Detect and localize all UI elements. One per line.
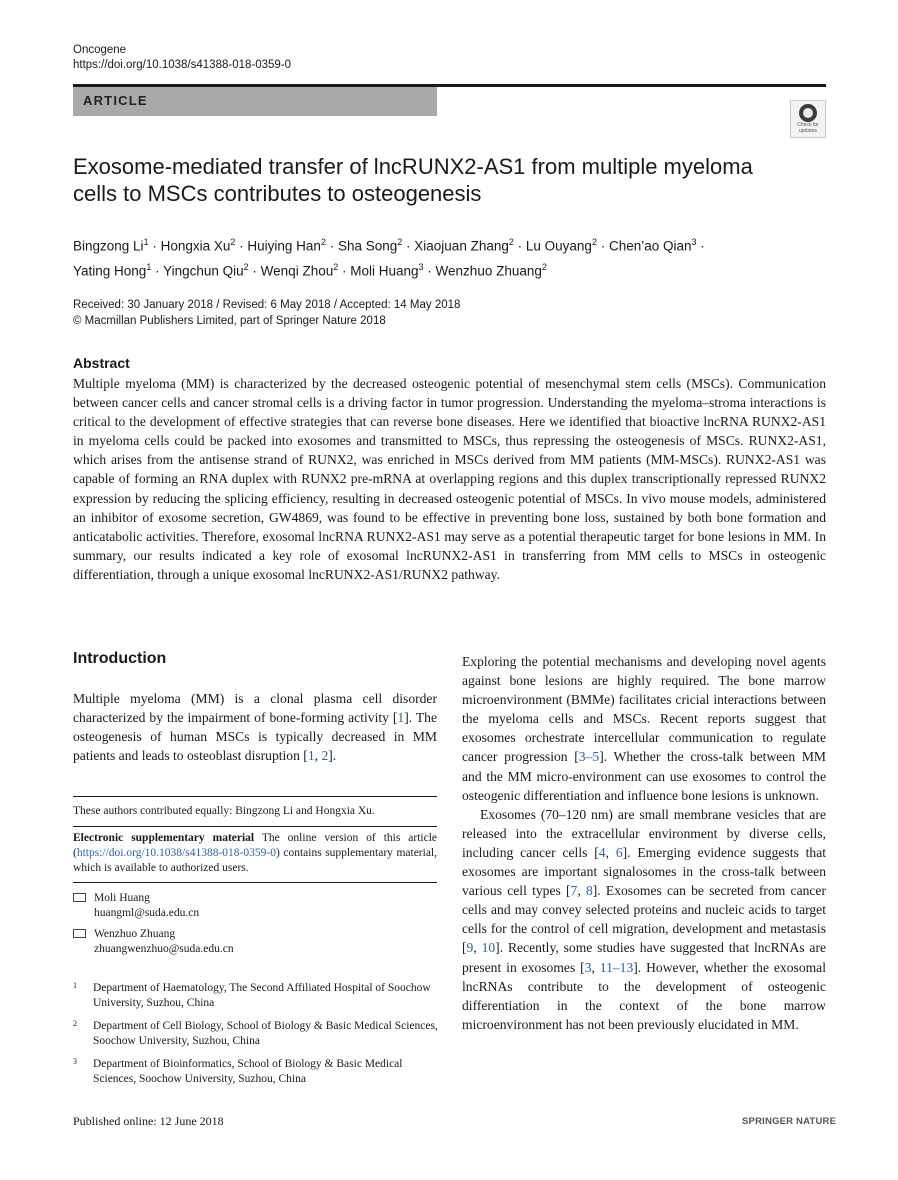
author-affiliation-mark: 2 — [397, 237, 403, 247]
publisher-logo: SPRINGER NATURE — [742, 1116, 837, 1127]
author-list — [73, 232, 833, 281]
author-affiliation-mark: 2 — [320, 237, 326, 247]
intro-paragraph: Multiple myeloma (MM) is a clonal plasma cell disorder characterized by the impairment of bone-forming activity [1]. The osteogenesis of human MSCs is typically decreased in MM patients and leads to osteoblast disruption [1, 2]. — [73, 691, 437, 764]
author-separator: · — [696, 238, 705, 254]
author-separator: · — [151, 263, 164, 278]
author-affiliation-mark: 2 — [243, 261, 249, 272]
check-for-updates-badge[interactable] — [790, 100, 826, 138]
author-name[interactable]: Yingchun Qiu — [163, 263, 244, 278]
author-name[interactable]: Hongxia Xu — [160, 238, 231, 254]
abstract-heading: Abstract — [73, 355, 130, 371]
citation-link[interactable]: 6 — [615, 844, 623, 860]
intro-right-column — [462, 652, 826, 1034]
citation-link[interactable]: 1 — [307, 748, 315, 764]
author-separator: · — [513, 238, 526, 254]
author-name[interactable]: Moli Huang — [350, 263, 419, 278]
history-dates: Received: 30 January 2018 / Revised: 6 May 2018 / Accepted: 14 May 2018 — [73, 299, 461, 311]
author-name[interactable]: Chen’ao Qian — [608, 238, 692, 254]
published-date: Published online: 12 June 2018 — [73, 1114, 224, 1128]
esm-text-1: The online version of this article ( — [73, 832, 437, 859]
envelope-icon — [73, 893, 86, 902]
citation-link[interactable]: 3 — [584, 959, 592, 975]
citation-link[interactable]: 3–5 — [578, 749, 600, 765]
author-name[interactable]: Wenzhuo Zhuang — [435, 263, 542, 278]
author-name[interactable]: Huiying Han — [247, 238, 321, 254]
citation-link[interactable]: 11–13 — [599, 959, 634, 975]
contact-name: Moli Huang — [94, 892, 150, 904]
contact-email[interactable]: zhuangwenzhuo@suda.edu.cn — [94, 943, 234, 955]
footnote-rule — [73, 796, 437, 797]
citation-link[interactable]: 4 — [598, 844, 606, 860]
affiliation-text: Department of Haematology, The Second Affiliated Hospital of Soochow University, Suzhou, China — [93, 982, 431, 1009]
doi-link[interactable]: https://doi.org/10.1038/s41388-018-0359-0 — [73, 59, 292, 71]
footnote-rule — [73, 826, 437, 827]
journal-name: Oncogene — [73, 44, 127, 56]
author-affiliation-mark: 1 — [146, 261, 152, 272]
citation-link[interactable]: 9 — [466, 940, 474, 956]
esm-text-2: ) contains supplementary material, which is available to authorized users. — [73, 847, 437, 874]
author-separator: · — [596, 238, 609, 254]
author-name[interactable]: Bingzong Li — [73, 238, 144, 254]
author-separator: · — [402, 238, 415, 254]
author-affiliation-mark: 2 — [333, 261, 339, 272]
equal-contribution-note: These authors contributed equally: Bingzong Li and Hongxia Xu. — [73, 805, 375, 817]
author-affiliation-mark: 2 — [508, 237, 514, 247]
author-separator: · — [325, 238, 338, 254]
affiliation-number: 2 — [73, 1019, 77, 1028]
intro-paragraph: Exploring the potential mechanisms and developing novel agents against bone lesions are highly required. The bone marrow microenvironment (BMMe) facilitates cricial interactions between the myeloma cells and MSCs. Recent reports suggest that exosomes orchestrate intercellular communication to regulate cancer progression [3–5]. Whether the cross-talk between MM and the MM micro-environment can use exosomes to control the osteogenic differentiation and influence bone lesions is unknown. — [462, 654, 827, 803]
esm-label: Electronic supplementary material — [73, 832, 255, 844]
footnote-rule — [73, 882, 437, 883]
citation-link[interactable]: 7 — [570, 883, 578, 899]
article-type-label: ARTICLE — [83, 93, 148, 108]
author-name[interactable]: Xiaojuan Zhang — [414, 238, 509, 254]
affiliation-number: 3 — [73, 1057, 77, 1066]
author-separator: · — [148, 238, 161, 254]
copyright-line: © Macmillan Publishers Limited, part of Springer Nature 2018 — [73, 315, 386, 327]
article-dates — [73, 297, 460, 329]
abstract-text: Multiple myeloma (MM) is characterized by the decreased osteogenic potential of mesenchymal stem cells (MSCs). Communication between cancer cells and cancer stromal cells is a driving factor in tumor progression. Understanding the myeloma–stroma interactions is critical to the development of effective strategies that can reverse bone diseases. Here we identified that bioactive lncRNA RUNX2-AS1 in myeloma cells could be packed into exosomes and transmitted to MSCs, thus repressing the osteogenesis of MSCs. RUNX2-AS1, which arises from the antisense strand of RUNX2, was enriched in MSCs derived from MM patients (MM-MSCs). RUNX2-AS1 was capable of forming an RNA duplex with RUNX2 pre-mRNA at overlapping regions and this duplex transcriptionally repressed RUNX2 expression by reducing the splicing efficiency, resulting in decreased osteogenic potential of MSCs. In vivo mouse models, administered an inhibitor of exosome secretion, GW4869, was found to be effective in preventing bone loss, sustained by both bone formation and anticatabolic activities. Therefore, exosomal lncRNA RUNX2-AS1 may serve as a potential therapeutic target for bone lesions in MM. In summary, our results indicated a key role of exosomal lncRUNX2-AS1 in transferring from MM cells to MSCs in osteogenic differentiation, through a unique exosomal lncRUNX2-AS1/RUNX2 pathway. — [73, 376, 826, 582]
contact-name: Wenzhuo Zhuang — [94, 928, 176, 940]
envelope-icon — [73, 929, 86, 938]
author-affiliation-mark: 3 — [418, 261, 424, 272]
check-updates-icon — [799, 104, 817, 122]
author-affiliation-mark: 2 — [230, 237, 236, 247]
author-affiliation-mark: 2 — [541, 261, 547, 272]
citation-link[interactable]: 1 — [397, 710, 405, 726]
intro-left-column — [73, 689, 437, 765]
article-type-band — [73, 87, 437, 116]
author-name[interactable]: Sha Song — [337, 238, 398, 254]
affiliation-text: Department of Cell Biology, School of Biology & Basic Medical Sciences, Soochow University, Suzhou, China — [93, 1020, 438, 1047]
author-name[interactable]: Wenqi Zhou — [260, 263, 334, 278]
intro-paragraph: Exosomes (70–120 nm) are small membrane vesicles that are released into the extracellular environment by diverse cells, including cancer cells [4, 6]. Emerging evidence suggests that exosomes are important signalosomes in the cross-talk between various cell types [7, 8]. Exosomes can be secreted from cancer cells and may convey selected proteins and nucleic acids to target cells for the control of cell migration, development and metastasis [9, 10]. Recently, some studies have suggested that lncRNAs are present in exosomes [3, 11–13]. However, whether the exosomal lncRNAs contribute to the development of osteogenic differentiation in the context of the bone marrow microenvironment has not been previously elucidated in MM. — [462, 806, 827, 1032]
author-affiliation-mark: 1 — [143, 237, 149, 247]
citation-link[interactable]: 10 — [481, 940, 496, 956]
citation-link[interactable]: 8 — [585, 883, 593, 899]
journal-header — [73, 43, 291, 73]
affiliation-number: 1 — [73, 981, 77, 990]
author-name[interactable]: Lu Ouyang — [525, 238, 592, 254]
introduction-heading: Introduction — [73, 650, 167, 667]
esm-doi-link[interactable]: https://doi.org/10.1038/s41388-018-0359-0 — [76, 847, 276, 859]
supplementary-note — [73, 831, 437, 876]
author-separator: · — [423, 263, 436, 278]
author-separator: · — [235, 238, 248, 254]
badge-label: Check for updates — [797, 122, 819, 134]
article-title: Exosome-mediated transfer of lncRUNX2-AS1 from multiple myeloma cells to MSCs contributes to osteogenesis — [73, 154, 753, 206]
author-affiliation-mark: 2 — [591, 237, 597, 247]
citation-link[interactable]: 2 — [321, 748, 329, 764]
affiliation-text: Department of Bioinformatics, School of Biology & Basic Medical Sciences, Soochow University, Suzhou, China — [93, 1058, 403, 1085]
author-name[interactable]: Yating Hong — [73, 263, 147, 278]
contact-email[interactable]: huangml@suda.edu.cn — [94, 907, 200, 919]
author-separator: · — [248, 263, 261, 278]
author-separator: · — [338, 263, 351, 278]
author-affiliation-mark: 3 — [691, 237, 697, 247]
